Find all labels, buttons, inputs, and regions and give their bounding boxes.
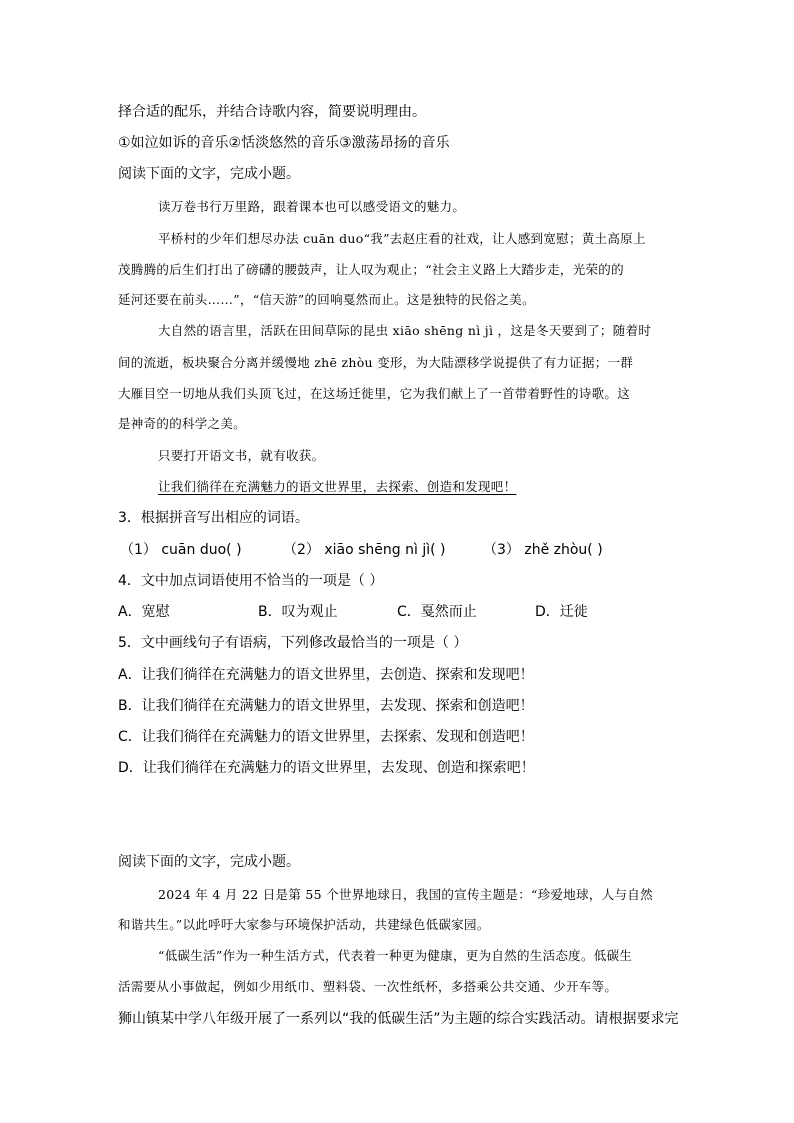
passage1-para2-line1: 平桥村的少年们想尽办法 cuān duo“我”去赵庄看的社戏，让人感到宽慰；黄土高原上	[158, 231, 646, 246]
q5-option-a: A．让我们徜徉在充满魅力的语文世界里，去创造、探索和发现吧！	[118, 667, 534, 683]
q4-option-a: A．宽慰	[118, 604, 170, 620]
q3-items	[120, 541, 603, 559]
q4-option-d: D．迁徙	[535, 604, 588, 620]
passage1-para1: 读万卷书行万里路，跟着课本也可以感受语文的魅力。	[158, 199, 466, 214]
passage1-para3-line4: 是神奇的的科学之美。	[118, 416, 247, 431]
q5-option-b: B．让我们徜徉在充满魅力的语文世界里，去发现、探索和创造吧！	[118, 698, 534, 714]
q3-item-1: （1） cuān duo( )	[120, 542, 242, 558]
q4-option-b: B．叹为观止	[258, 604, 338, 620]
passage1-para3-line3: 大雁目空一切地从我们头顶飞过，在这场迁徙里，它为我们献上了一首带着野性的诗歌。这	[118, 386, 631, 401]
passage2-para1-line1: 2024 年 4 月 22 日是第 55 个世界地球日，我国的宣传主题是：“珍爱地球，人与自然	[158, 887, 653, 902]
q3-item-2: （2） xiāo shēng nì jì( )	[283, 542, 446, 558]
passage1-para2-line2: 茂腾腾的后生们打出了磅礴的腰鼓声，让人叹为观止；“社会主义路上大踏步走，光荣的的	[118, 262, 624, 277]
underlined-sentence: 让我们徜徉在充满魅力的语文世界里，去探索、创造和发现吧！	[158, 479, 517, 494]
passage2-intro: 阅读下面的文字，完成小题。	[118, 854, 300, 870]
music-options: ①如泣如诉的音乐②恬淡悠然的音乐③激荡昂扬的音乐	[118, 135, 450, 151]
q5-option-c: C．让我们徜徉在充满魅力的语文世界里，去探索、发现和创造吧！	[118, 729, 534, 745]
question-tail: 择合适的配乐，并结合诗歌内容，简要说明理由。	[118, 104, 426, 120]
passage2-para1-line2: 和谐共生。”以此呼吁大家参与环境保护活动，共建绿色低碳家园。	[118, 917, 490, 932]
q3-stem: 3．根据拼音写出相应的词语。	[118, 510, 309, 526]
passage1-para2-line3: 延河还要在前头……”，“信天游”的回响戛然而止。这是独特的民俗之美。	[118, 292, 535, 307]
q4-stem: 4．文中加点词语使用不恰当的一项是（ ）	[118, 573, 384, 589]
q4-options	[118, 603, 588, 621]
passage2-para2-line1: “低碳生活”作为一种生活方式，代表着一种更为健康，更为自然的生活态度。低碳生	[158, 948, 633, 963]
passage2-para2-line2: 活需要从小事做起，例如少用纸巾、塑料袋、一次性纸杯，多搭乘公共交通、少开车等。	[118, 979, 618, 994]
passage1-para3-line1: 大自然的语言里，活跃在田间草际的昆虫 xiāo shēng nì jì ，这是冬天要到了；随着时	[158, 323, 652, 338]
passage1-para3-line2: 间的流逝，板块聚合分离并缓慢地 zhē zhòu 变形，为大陆漂移学说提供了有力证据；一群	[118, 355, 634, 370]
q4-option-c: C．戛然而止	[397, 604, 477, 620]
q5-option-d: D．让我们徜徉在充满魅力的语文世界里，去发现、创造和探索吧！	[118, 760, 535, 776]
passage2-task: 狮山镇某中学八年级开展了一系列以“我的低碳生活”为主题的综合实践活动。请根据要求完	[118, 1011, 679, 1027]
passage1-intro: 阅读下面的文字，完成小题。	[118, 166, 300, 182]
q3-item-3: （3） zhě zhòu( )	[483, 542, 603, 558]
q5-stem: 5．文中画线句子有语病，下列修改最恰当的一项是（ ）	[118, 635, 468, 651]
passage1-para4: 只要打开语文书，就有收获。	[158, 448, 325, 463]
